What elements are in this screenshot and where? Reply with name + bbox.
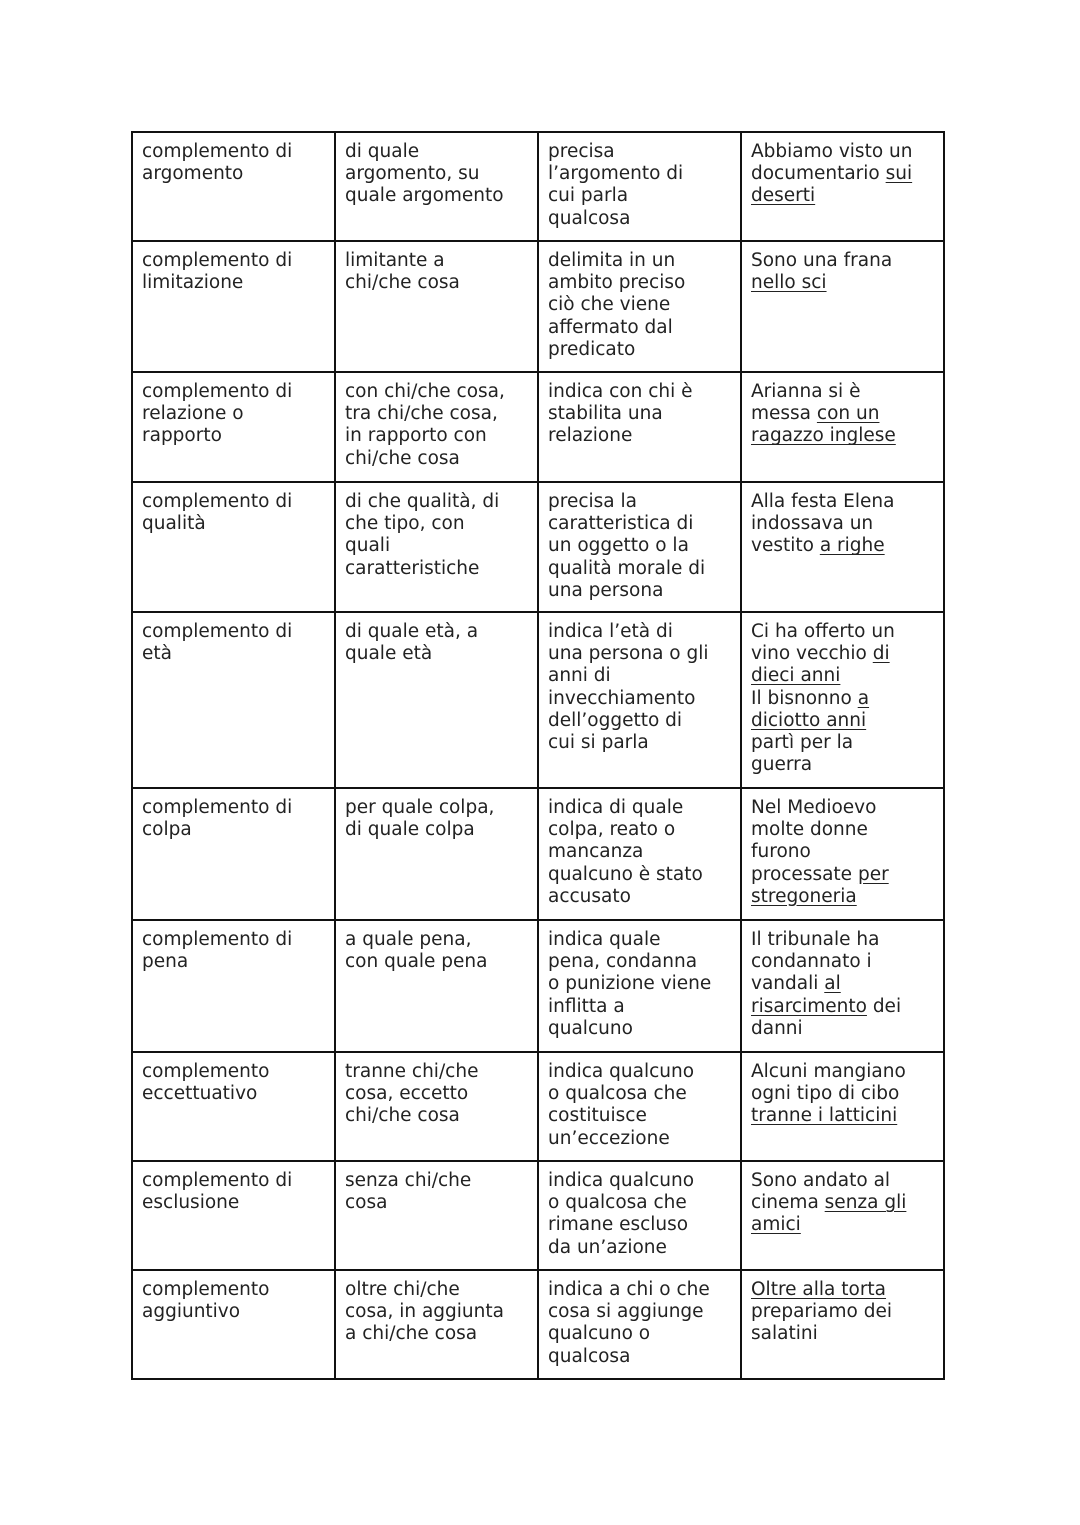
example-text: Sono una frana xyxy=(751,250,893,271)
cell-line: esclusione xyxy=(142,1192,240,1214)
example-text: salatini xyxy=(751,1323,818,1345)
cell-name xyxy=(132,788,335,920)
cell-line: precisa la xyxy=(548,491,637,512)
cell-line: o punizione viene xyxy=(548,973,712,995)
cell-desc xyxy=(538,241,741,372)
cell-line: quale età xyxy=(345,643,433,665)
cell-name xyxy=(132,132,335,241)
cell-line xyxy=(751,951,943,973)
example-text: Alcuni mangiano xyxy=(751,1061,906,1082)
cell-line xyxy=(751,1214,943,1236)
cell-line xyxy=(751,425,943,447)
cell-line: inflitta a xyxy=(548,995,625,1017)
cell-question xyxy=(335,788,538,920)
cell-line xyxy=(751,643,943,665)
cell-line: relazione o xyxy=(142,403,244,425)
cell-line: qualcosa xyxy=(548,1345,631,1367)
example-text: Sono andato al xyxy=(751,1170,891,1191)
cell-line: qualcuno o xyxy=(548,1323,651,1345)
cell-line: cui parla xyxy=(548,185,629,207)
cell-desc xyxy=(538,1161,741,1270)
cell-line: caratteristica di xyxy=(548,513,694,535)
cell-line xyxy=(751,272,943,294)
cell-line: di quale xyxy=(345,141,420,162)
cell-line: con quale pena xyxy=(345,951,488,973)
table-row xyxy=(132,132,944,241)
cell-line: ambito preciso xyxy=(548,272,686,294)
cell-line xyxy=(751,381,943,403)
cell-line xyxy=(751,403,943,425)
table-row xyxy=(132,241,944,372)
cell-line: di che qualità, di xyxy=(345,491,500,512)
cell-line: una persona xyxy=(548,579,664,601)
cell-line xyxy=(751,688,943,710)
cell-line xyxy=(751,1105,943,1127)
cell-name xyxy=(132,920,335,1052)
cell-line xyxy=(751,973,943,995)
cell-example xyxy=(741,612,944,788)
cell-line: una persona o gli xyxy=(548,643,709,665)
cell-desc xyxy=(538,612,741,788)
example-text: ogni tipo di cibo xyxy=(751,1083,900,1105)
cell-line: complemento di xyxy=(142,491,293,512)
cell-line: o qualcosa che xyxy=(548,1083,687,1105)
cell-line: argomento, su xyxy=(345,163,480,185)
cell-question xyxy=(335,1161,538,1270)
example-text: vandali xyxy=(751,973,825,995)
cell-question xyxy=(335,482,538,612)
example-text: Alla festa Elena xyxy=(751,491,895,512)
cell-line xyxy=(751,491,943,513)
complements-table xyxy=(131,131,945,1380)
cell-line: indica qualcuno xyxy=(548,1061,695,1082)
cell-name xyxy=(132,1270,335,1379)
cell-line: cosa xyxy=(345,1192,388,1214)
cell-desc xyxy=(538,132,741,241)
underlined-complement: risarcimento xyxy=(751,995,867,1017)
cell-question xyxy=(335,612,538,788)
cell-desc xyxy=(538,920,741,1052)
cell-line xyxy=(751,996,943,1018)
cell-line: indica qualcuno xyxy=(548,1170,695,1191)
cell-name xyxy=(132,1052,335,1161)
table-row xyxy=(132,920,944,1052)
cell-line: pena xyxy=(142,951,189,973)
cell-line: a chi/che cosa xyxy=(345,1323,478,1345)
cell-line: complemento di xyxy=(142,381,293,402)
cell-desc xyxy=(538,1270,741,1379)
cell-example xyxy=(741,1052,944,1161)
cell-line: di quale età, a xyxy=(345,621,479,642)
cell-line: rapporto xyxy=(142,425,222,447)
cell-line: a quale pena, xyxy=(345,929,472,950)
cell-line xyxy=(751,841,943,863)
cell-question xyxy=(335,1270,538,1379)
cell-question xyxy=(335,920,538,1052)
cell-line: quali xyxy=(345,535,391,557)
example-text: Il tribunale ha xyxy=(751,929,880,950)
underlined-complement: sui xyxy=(885,163,913,185)
table-row xyxy=(132,612,944,788)
example-text: Ci ha offerto un xyxy=(751,621,895,642)
cell-line: un oggetto o la xyxy=(548,535,689,557)
cell-line: predicato xyxy=(548,338,636,360)
cell-line: eccettuativo xyxy=(142,1083,258,1105)
example-text: vino vecchio xyxy=(751,643,873,665)
cell-line: invecchiamento xyxy=(548,687,696,709)
cell-name xyxy=(132,1161,335,1270)
cell-line xyxy=(751,732,943,754)
cell-line: con chi/che cosa, xyxy=(345,381,505,402)
cell-line: qualcuno è stato xyxy=(548,863,703,885)
example-text: Arianna si è xyxy=(751,381,861,402)
cell-line: cosa, eccetto xyxy=(345,1083,469,1105)
cell-line xyxy=(751,1061,943,1083)
underlined-complement: a xyxy=(857,687,870,709)
example-text: prepariamo dei xyxy=(751,1301,892,1323)
underlined-complement: amici xyxy=(751,1214,801,1236)
cell-line xyxy=(751,141,943,163)
example-text: documentario xyxy=(751,163,886,185)
cell-line: colpa xyxy=(142,819,192,841)
cell-line: anni di xyxy=(548,665,611,687)
cell-line: complemento xyxy=(142,1061,270,1082)
cell-line xyxy=(751,1279,943,1301)
example-text: Il bisnonno xyxy=(751,687,858,709)
cell-line: rimane escluso xyxy=(548,1214,689,1236)
cell-name xyxy=(132,612,335,788)
cell-line: complemento di xyxy=(142,1170,293,1191)
cell-example xyxy=(741,241,944,372)
table-row xyxy=(132,482,944,612)
cell-line: complemento di xyxy=(142,141,293,162)
cell-line: complemento di xyxy=(142,797,293,818)
cell-line: da un’azione xyxy=(548,1236,667,1258)
cell-line xyxy=(751,1083,943,1105)
underlined-complement: tranne i latticini xyxy=(751,1105,898,1127)
cell-example xyxy=(741,132,944,241)
cell-line: limitazione xyxy=(142,272,244,294)
cell-line: affermato dal xyxy=(548,316,673,338)
cell-name xyxy=(132,482,335,612)
cell-line: dell’oggetto di xyxy=(548,709,683,731)
cell-line: cui si parla xyxy=(548,732,649,754)
underlined-complement: a righe xyxy=(819,535,885,557)
cell-line: per quale colpa, xyxy=(345,797,495,818)
underlined-complement: nello sci xyxy=(751,272,827,294)
example-text: vestito xyxy=(751,535,820,557)
cell-line xyxy=(751,864,943,886)
cell-line xyxy=(751,665,943,687)
cell-line xyxy=(751,886,943,908)
cell-line: argomento xyxy=(142,163,244,185)
cell-line: indica con chi è xyxy=(548,381,693,402)
cell-line: qualcuno xyxy=(548,1017,633,1039)
underlined-complement: senza gli xyxy=(824,1192,907,1214)
cell-line xyxy=(751,1301,943,1323)
example-text: dei xyxy=(866,995,902,1017)
cell-line: stabilita una xyxy=(548,403,663,425)
example-text: cinema xyxy=(751,1192,825,1214)
cell-example xyxy=(741,1270,944,1379)
cell-line: complemento di xyxy=(142,250,293,271)
cell-line: mancanza xyxy=(548,841,644,863)
example-text: indossava un xyxy=(751,513,874,535)
underlined-complement: per xyxy=(857,863,889,885)
table-row xyxy=(132,788,944,920)
underlined-complement: stregoneria xyxy=(751,885,857,907)
cell-line: costituisce xyxy=(548,1105,647,1127)
table-row xyxy=(132,1161,944,1270)
cell-line xyxy=(751,710,943,732)
cell-line xyxy=(751,621,943,643)
table-row xyxy=(132,372,944,482)
cell-line xyxy=(751,513,943,535)
cell-line xyxy=(751,163,943,185)
cell-line: che tipo, con xyxy=(345,513,465,535)
cell-line: ciò che viene xyxy=(548,294,671,316)
cell-line xyxy=(751,535,943,557)
cell-line xyxy=(751,185,943,207)
cell-name xyxy=(132,372,335,482)
underlined-complement: con un xyxy=(816,403,880,425)
cell-line: qualcosa xyxy=(548,207,631,229)
cell-name xyxy=(132,241,335,372)
cell-line: tranne chi/che xyxy=(345,1061,479,1082)
example-text: partì per la xyxy=(751,732,854,754)
cell-line: indica a chi o che xyxy=(548,1279,710,1300)
cell-example xyxy=(741,372,944,482)
cell-line: chi/che cosa xyxy=(345,1105,460,1127)
cell-line: oltre chi/che xyxy=(345,1279,460,1300)
table-row xyxy=(132,1270,944,1379)
cell-line: l’argomento di xyxy=(548,163,684,185)
cell-line xyxy=(751,1018,943,1040)
cell-question xyxy=(335,1052,538,1161)
cell-line: caratteristiche xyxy=(345,557,480,579)
underlined-complement: deserti xyxy=(751,185,816,207)
cell-line: chi/che cosa xyxy=(345,447,460,469)
cell-line: aggiuntivo xyxy=(142,1301,241,1323)
example-text: furono xyxy=(751,841,811,863)
cell-line: tra chi/che cosa, xyxy=(345,403,498,425)
example-text: molte donne xyxy=(751,819,868,841)
example-text: Nel Medioevo xyxy=(751,797,877,818)
cell-line: qualità xyxy=(142,513,206,535)
cell-line: o qualcosa che xyxy=(548,1192,687,1214)
cell-line: complemento di xyxy=(142,929,293,950)
underlined-complement: ragazzo inglese xyxy=(751,425,896,447)
cell-example xyxy=(741,920,944,1052)
cell-line: colpa, reato o xyxy=(548,819,676,841)
example-text: guerra xyxy=(751,754,813,776)
underlined-complement: dieci anni xyxy=(751,665,841,687)
cell-line: di quale colpa xyxy=(345,819,475,841)
cell-line: accusato xyxy=(548,885,631,907)
cell-line xyxy=(751,797,943,819)
cell-line xyxy=(751,819,943,841)
cell-line: pena, condanna xyxy=(548,951,698,973)
cell-line: indica di quale xyxy=(548,797,684,818)
cell-line: delimita in un xyxy=(548,250,676,271)
cell-question xyxy=(335,132,538,241)
cell-line: cosa, in aggiunta xyxy=(345,1301,504,1323)
cell-line: indica l’età di xyxy=(548,621,673,642)
cell-line xyxy=(751,250,943,272)
cell-line xyxy=(751,1170,943,1192)
cell-line: precisa xyxy=(548,141,615,162)
cell-line: quale argomento xyxy=(345,185,504,207)
cell-line xyxy=(751,1323,943,1345)
cell-line xyxy=(751,754,943,776)
cell-line: indica quale xyxy=(548,929,661,950)
cell-example xyxy=(741,788,944,920)
underlined-complement: al xyxy=(824,973,841,995)
cell-line: età xyxy=(142,643,172,665)
cell-line: cosa si aggiunge xyxy=(548,1301,704,1323)
cell-line: qualità morale di xyxy=(548,557,706,579)
cell-desc xyxy=(538,482,741,612)
example-text: danni xyxy=(751,1017,803,1039)
cell-question xyxy=(335,241,538,372)
cell-line: complemento di xyxy=(142,621,293,642)
example-text: processate xyxy=(751,863,858,885)
cell-line: un’eccezione xyxy=(548,1127,670,1149)
cell-desc xyxy=(538,788,741,920)
cell-line xyxy=(751,929,943,951)
cell-desc xyxy=(538,372,741,482)
cell-line: complemento xyxy=(142,1279,270,1300)
example-text: Abbiamo visto un xyxy=(751,141,913,162)
cell-desc xyxy=(538,1052,741,1161)
cell-line: chi/che cosa xyxy=(345,272,460,294)
cell-example xyxy=(741,482,944,612)
underlined-complement: di xyxy=(872,643,890,665)
cell-example xyxy=(741,1161,944,1270)
cell-line: relazione xyxy=(548,425,633,447)
underlined-complement: Oltre alla torta xyxy=(751,1279,887,1300)
underlined-complement: diciotto anni xyxy=(751,709,867,731)
example-text: messa xyxy=(751,403,817,425)
cell-line: limitante a xyxy=(345,250,445,271)
cell-question xyxy=(335,372,538,482)
cell-line xyxy=(751,1192,943,1214)
cell-line: senza chi/che xyxy=(345,1170,472,1191)
example-text: condannato i xyxy=(751,951,872,973)
cell-line: in rapporto con xyxy=(345,425,487,447)
table-row xyxy=(132,1052,944,1161)
